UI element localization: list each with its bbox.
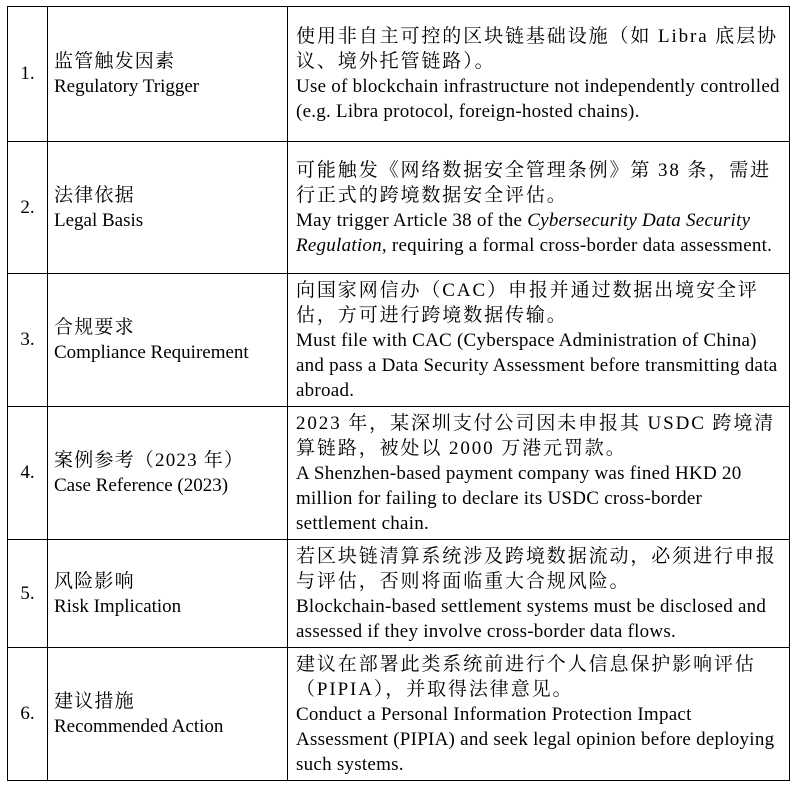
- row-label: [48, 407, 288, 540]
- description-chinese: 使用非自主可控的区块链基础设施（如 Libra 底层协议、境外托管链路）。: [296, 26, 778, 72]
- row-label: [48, 7, 288, 142]
- row-label: [48, 274, 288, 407]
- table-row: [8, 274, 790, 407]
- label-chinese: 案例参考（2023 年）: [54, 450, 245, 471]
- row-number: 4.: [8, 407, 48, 540]
- description-chinese: 建议在部署此类系统前进行个人信息保护影响评估（PIPIA），并取得法律意见。: [296, 653, 756, 700]
- description-chinese: 2023 年，某深圳支付公司因未申报其 USDC 跨境清算链路，被处以 2000 万港元罚款。: [296, 412, 776, 459]
- row-number: 3.: [8, 274, 48, 407]
- table-row: [8, 7, 790, 142]
- row-number: 2.: [8, 142, 48, 274]
- regulation-title: Cybersecurity Data Security Regulation: [296, 209, 751, 256]
- description-english: Must file with CAC (Cyberspace Administration of China) and pass a Data Security Assessment before transmitting data abroad.: [296, 329, 778, 401]
- description-english: [296, 208, 785, 258]
- row-description: [288, 648, 790, 781]
- label-chinese: 合规要求: [54, 317, 135, 338]
- description-english: Conduct a Personal Information Protection Impact Assessment (PIPIA) and seek legal opinion before deploying such systems.: [296, 703, 775, 775]
- description-english: Use of blockchain infrastructure not independently controlled (e.g. Libra protocol, foreign-hosted chains).: [296, 76, 780, 122]
- row-description: [288, 407, 790, 540]
- label-chinese: 建议措施: [54, 691, 135, 712]
- row-label: [48, 142, 288, 274]
- description-chinese: 可能触发《网络数据安全管理条例》第 38 条，需进行正式的跨境数据安全评估。: [296, 159, 772, 206]
- row-description: [288, 274, 790, 407]
- table-row: [8, 407, 790, 540]
- label-english: Recommended Action: [54, 716, 224, 737]
- description-english: A Shenzhen-based payment company was fined HKD 20 million for failing to declare its USDC cross-border settlement chain.: [296, 462, 742, 534]
- description-english-pre: May trigger Article 38 of the: [296, 209, 528, 231]
- description-english-post: , requiring a formal cross-border data assessment.: [381, 234, 773, 256]
- table-row: [8, 142, 790, 274]
- description-chinese: 若区块链清算系统涉及跨境数据流动，必须进行申报与评估，否则将面临重大合规风险。: [296, 545, 777, 592]
- description-english: Blockchain-based settlement systems must be disclosed and assessed if they involve cross-border data flows.: [296, 595, 767, 642]
- row-description: [288, 142, 790, 274]
- label-english: Risk Implication: [54, 595, 182, 617]
- label-chinese: 监管触发因素: [54, 51, 176, 72]
- row-number: 5.: [8, 540, 48, 648]
- table-row: [8, 648, 790, 781]
- row-description: [288, 7, 790, 142]
- row-number: 1.: [8, 7, 48, 142]
- description-chinese: 向国家网信办（CAC）申报并通过数据出境安全评估，方可进行跨境数据传输。: [296, 279, 759, 326]
- label-english: Legal Basis: [54, 209, 144, 231]
- table-row: [8, 540, 790, 648]
- row-label: [48, 648, 288, 781]
- label-english: Compliance Requirement: [54, 342, 249, 363]
- label-chinese: 法律依据: [54, 184, 135, 206]
- label-chinese: 风险影响: [54, 570, 135, 592]
- compliance-table: [7, 6, 790, 781]
- row-number: 6.: [8, 648, 48, 781]
- label-english: Case Reference (2023): [54, 475, 229, 496]
- label-english: Regulatory Trigger: [54, 76, 200, 97]
- row-label: [48, 540, 288, 648]
- row-description: [288, 540, 790, 648]
